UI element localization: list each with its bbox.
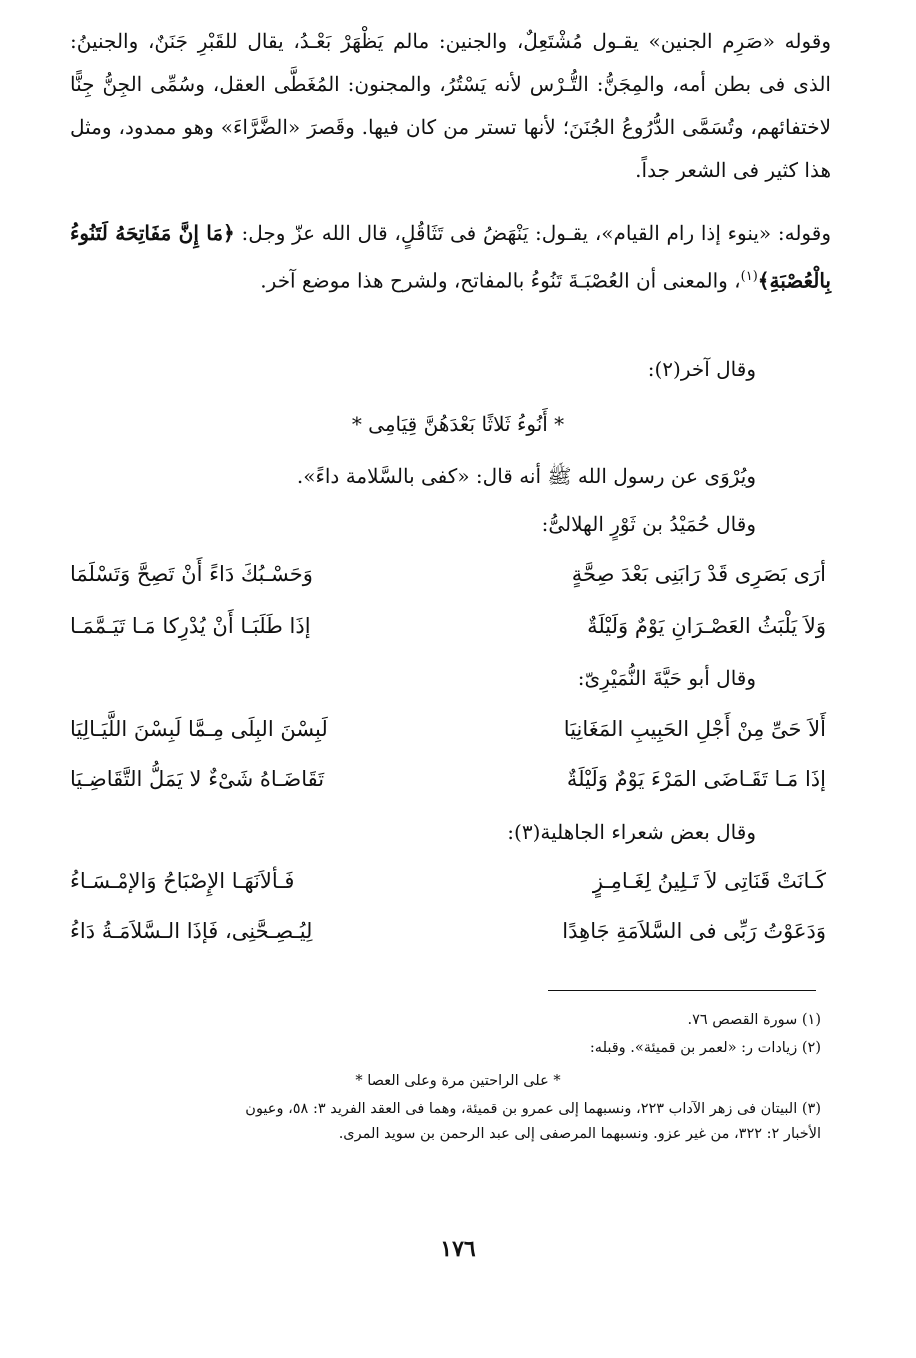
intro-jahiliyya: وقال بعض شعراء الجاهلية(٣): (507, 820, 756, 844)
verse-row (70, 708, 826, 750)
footnote-3-line1: (٣) البيتان فى زهر الآداب ٢٢٣، ونسبهما إلى عمرو بن قميئة، وهما فى العقد الفريد ٣: ٥٨، وعيون (245, 1101, 821, 1117)
footnote-1: (١) سورة القصص ٧٦. (687, 1012, 821, 1028)
footnote-separator (548, 990, 816, 991)
footnote-2: (٢) زيادات ر: «لعمر بن قميئة». وقبله: (589, 1040, 821, 1056)
single-verse-line: * أَنُوءُ ثَلاثًا بَعْدَهُنَّ قِيَامِى * (351, 412, 565, 436)
paragraph-jinan: وقوله «صَرِم الجنين» يقـول مُشْتَعِلٌ، والجنين: مالم يَظْهَرْ بَعْـدُ، يقال للقَبْرِ جَنَنٌ، والجنينُ: الذى فى بطن أمه، والمِجَنُّ: التُّـرْس لأنه يَسْتُرُ، والمجنون: المُغَطَّى العقل، وسُمِّى الجِنُّ جِنًّا لاختفائهم، وتُسَمَّى الدُّرُوعُ الجُنَنَ؛ لأنها تستر من كان فيها. وقَصرَ «الضَّرَّاءَ» وهو ممدود، ومثل هذا كثير فى الشعر جداً. (70, 29, 831, 182)
footnote-3-line2: الأخبار ٢: ٣٢٢، من غير عزو. ونسبهما المرصفى إلى عبد الرحمن بن سويد المرى. (338, 1126, 821, 1142)
verse-row (70, 910, 826, 952)
verse-second-hemistich: فَـألاَنَهَـا الإِصْبَاحُ وَالإمْـسَـاءُ (70, 869, 295, 893)
paragraph-yanu-intro: وقوله: «ينوء إذا رام القيام»، يقـول: يَنْهَضُ فى تَثَاقُلٍ، قال الله عزّ وجل: (234, 221, 831, 245)
footnote-ref-1: (١) (740, 269, 758, 284)
verse-second-hemistich: وَحَسْـبُكَ دَاءً أَنْ تَصِحَّ وَتَسْلَمَا (70, 562, 313, 586)
verse-row (70, 553, 826, 595)
paragraph-yanu (70, 212, 831, 303)
verse-second-hemistich: لِيُـصِـحَّنِى، فَإذَا الـسَّلاَمَـةُ دَاءُ (70, 919, 313, 943)
verse-second-hemistich: لَبِسْنَ البِلَى مِـمَّا لَبِسْنَ اللَّيَـالِيَا (70, 717, 328, 741)
verse-first-hemistich: إذَا مَـا تَقَـاضَى المَرْءَ يَوْمٌ وَلَيْلَةٌ (566, 767, 826, 791)
intro-abu-hayya: وقال أبو حَيَّةَ النُّمَيْرِىّ: (577, 666, 756, 690)
intro-other-poet: وقال آخر(٢): (647, 357, 756, 381)
hadith-line: ويُرْوَى عن رسول الله ﷺ أنه قال: «كفى بالسَّلامة داءً». (296, 464, 756, 488)
verse-first-hemistich: أرَى بَصَرِى قَدْ رَابَنِى بَعْدَ صِحَّةٍ (571, 562, 826, 586)
verse-row (70, 860, 826, 902)
verse-row (70, 758, 826, 800)
verse-second-hemistich: تَقَاضَـاهُ شَىْءٌ لا يَمَلُّ التَّقَاضِـيَا (70, 767, 325, 791)
quran-quote: ﴿مَا إِنَّ مَفَاتِحَهُ لَتَنُوءُ بِالْعُصْبَةِ﴾ (70, 221, 831, 293)
verse-first-hemistich: كَـانَتْ قَنَاتِى لاَ تَـلِينُ لِغَـامِـزٍ (592, 869, 826, 893)
verse-first-hemistich: وَدَعَوْتُ رَبِّى فى السَّلاَمَةِ جَاهِدًا (562, 919, 826, 943)
intro-humayd: وقال حُمَيْدُ بن ثَوْرٍ الهلالىُّ: (541, 512, 756, 536)
page-number: ١٧٦ (440, 1236, 476, 1262)
verse-first-hemistich: أَلاَ حَىِّ مِنْ أَجْلِ الحَبِيبِ المَغَانِيَا (563, 717, 826, 741)
footnote-2-verse: * على الراحتين مرة وعلى العصا * (355, 1073, 561, 1089)
verse-first-hemistich: وَلاَ يَلْبَثُ العَصْـرَانِ يَوْمٌ وَلَيْلَةٌ (587, 614, 826, 638)
verse-row (70, 605, 826, 647)
verse-second-hemistich: إذَا طَلَبَـا أَنْ يُدْرِكا مَـا تَيَـمَّمَـا (70, 614, 311, 638)
paragraph-yanu-rest: ، والمعنى أن العُصْبَـةَ تَنُوءُ بالمفاتح، ولشرح هذا موضع آخر. (260, 268, 741, 293)
